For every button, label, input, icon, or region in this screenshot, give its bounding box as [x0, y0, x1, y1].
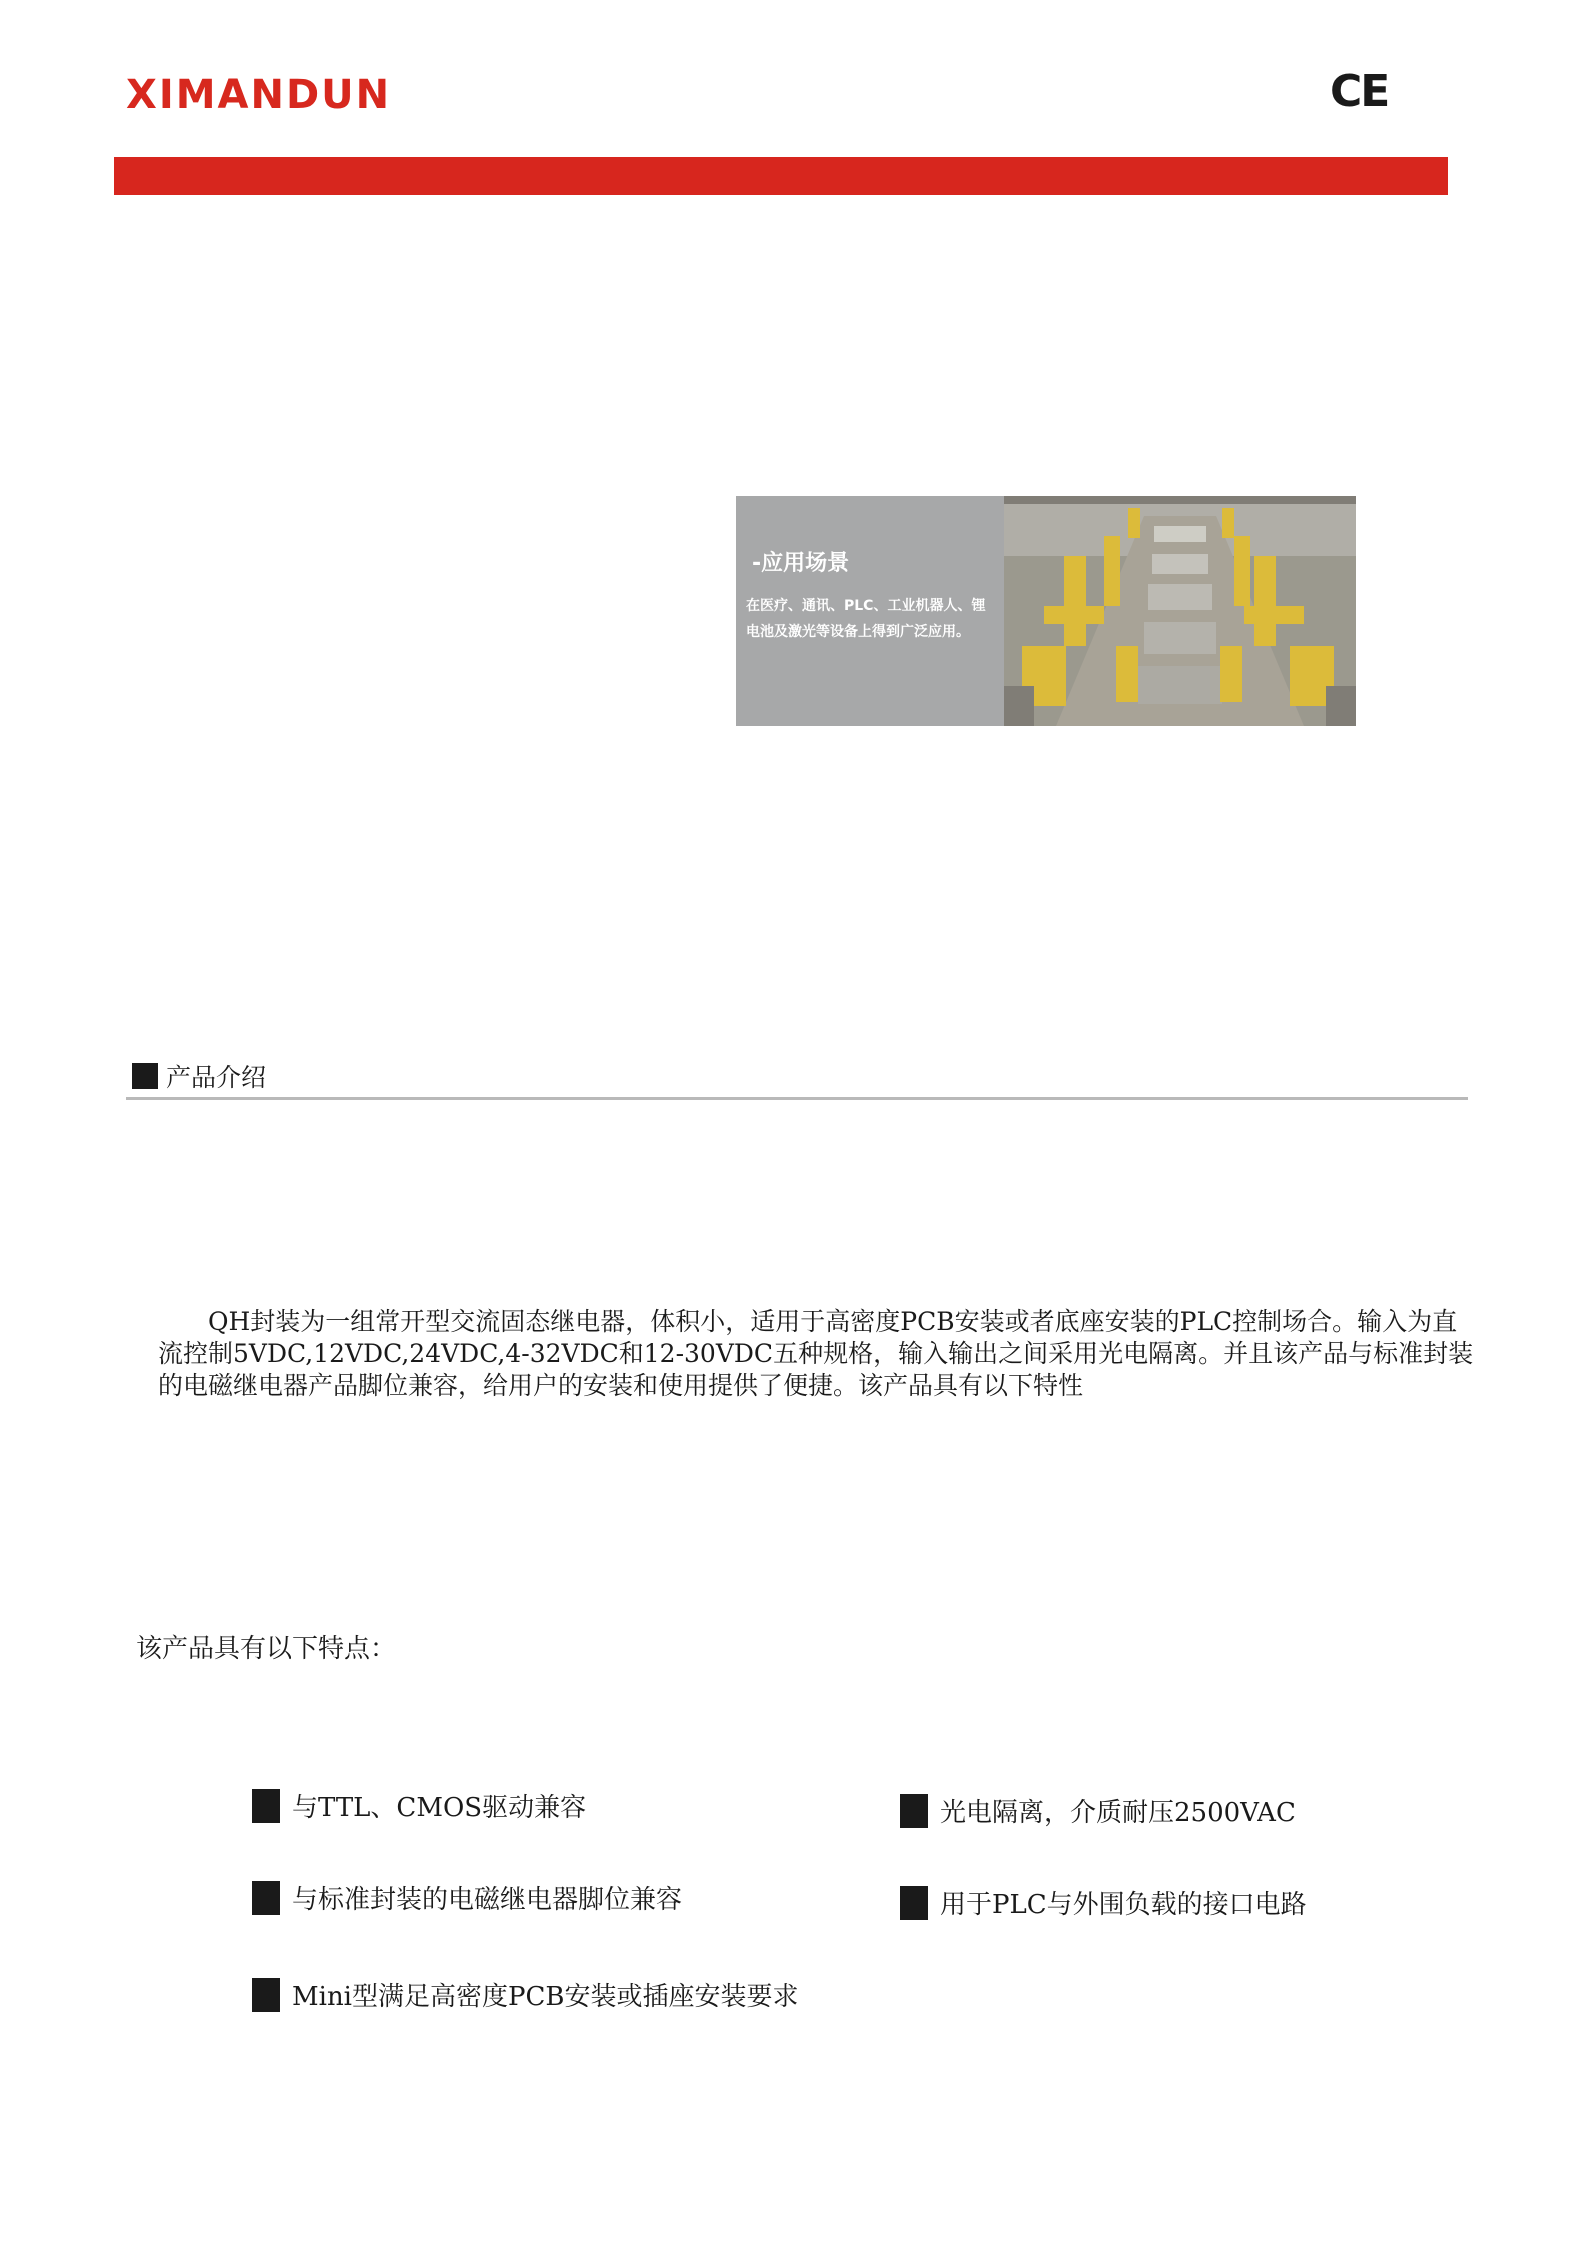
feature-text: 用于PLC与外围负载的接口电路	[940, 1890, 1307, 1920]
feature-text: 与标准封装的电磁继电器脚位兼容	[292, 1885, 683, 1915]
application-heading: -应用场景	[752, 551, 850, 576]
section-divider	[126, 1097, 1468, 1100]
bullet-square-icon	[900, 1794, 928, 1828]
section-title: 产品介绍	[166, 1063, 267, 1092]
application-banner	[736, 496, 1356, 726]
feature-item	[900, 1884, 1307, 1921]
section-square-icon	[132, 1063, 158, 1089]
header-red-band	[114, 157, 1448, 195]
brand-logo: XIMANDUN	[126, 72, 392, 118]
bullet-square-icon	[252, 1789, 280, 1823]
feature-text: 光电隔离，介质耐压2500VAC	[940, 1798, 1296, 1828]
ce-mark-icon: CE	[1330, 66, 1389, 117]
feature-item	[252, 1787, 586, 1824]
factory-robot-photo	[1004, 496, 1356, 726]
intro-paragraph: QH封装为一组常开型交流固态继电器，体积小，适用于高密度PCB安装或者底座安装的PLC控制场合。输入为直流控制5VDC,12VDC,24VDC,4-32VDC和12-30VDC五种规格，输入输出之间采用光电隔离。并且该产品与标准封装的电磁继电器产品脚位兼容，给用户的安装和使用提供了便捷。该产品具有以下特性	[158, 1307, 1474, 1400]
feature-item	[252, 1976, 799, 2013]
application-text-panel	[736, 496, 1004, 726]
bullet-square-icon	[900, 1886, 928, 1920]
feature-text: 与TTL、CMOS驱动兼容	[292, 1793, 587, 1823]
feature-item	[252, 1879, 682, 1916]
features-title: 该产品具有以下特点：	[136, 1634, 397, 1664]
bullet-square-icon	[252, 1978, 280, 2012]
feature-item	[900, 1792, 1296, 1829]
bullet-square-icon	[252, 1881, 280, 1915]
feature-text: Mini型满足高密度PCB安装或插座安装要求	[292, 1982, 799, 2012]
section-heading	[132, 1058, 266, 1094]
application-description: 在医疗、通讯、PLC、工业机器人、锂电池及激光等设备上得到广泛应用。	[746, 598, 986, 640]
